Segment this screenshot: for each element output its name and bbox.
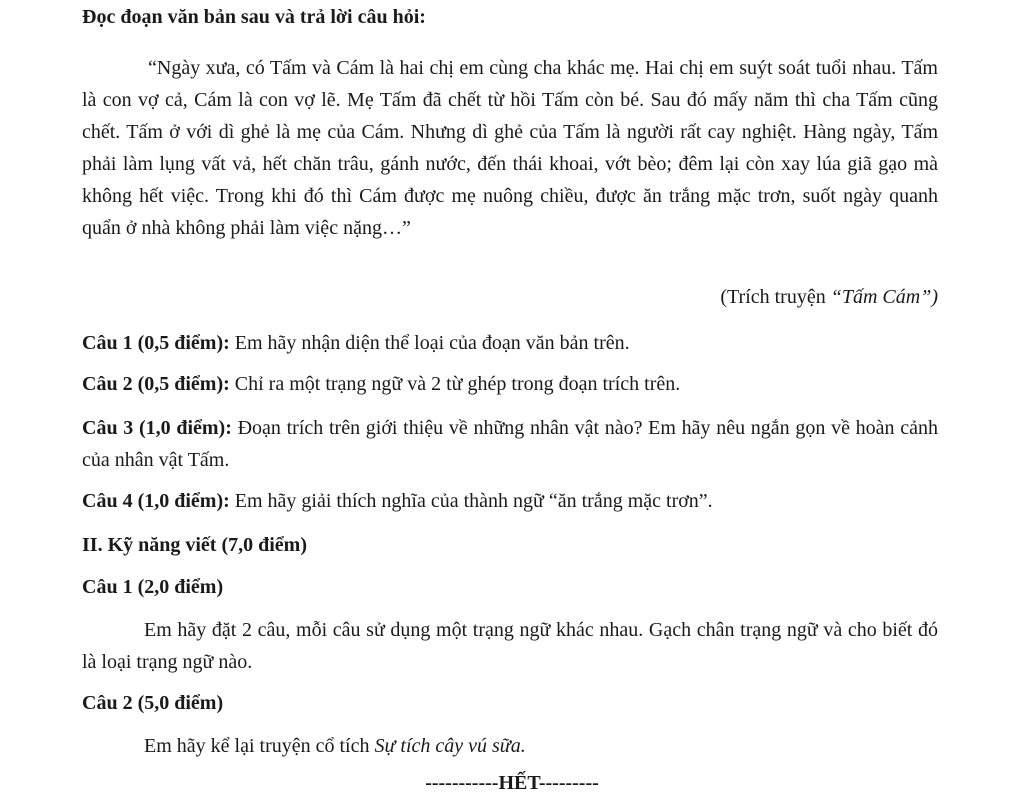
question-label: Câu 3 (1,0 điểm): xyxy=(82,417,232,439)
question-label: Câu 1 (0,5 điểm): xyxy=(82,332,230,354)
story-passage: “Ngày xưa, có Tấm và Cám là hai chị em cùng cha khác mẹ. Hai chị em suýt soát tuổi nhau. Tấm là con vợ cả, Cám là con vợ lẽ. Mẹ Tấm đã chết từ hồi Tấm còn bé. Sau đó mấy năm thì cha Tấm cũng chết. Tấm ở với dì ghẻ là mẹ của Cám. Nhưng dì ghẻ của Tấm là người rất cay nghiệt. Hàng ngày, Tấm phải làm lụng vất vả, hết chăn trâu, gánh nước, đến thái khoai, vớt bèo; đêm lại còn xay lúa giã gạo mà không hết việc. Trong khi đó thì Cám được mẹ nuông chiều, được ăn trắng mặc trơn, suốt ngày quanh quẩn ở nhà không phải làm việc nặng…” xyxy=(82,57,938,239)
question-text: Đoạn trích trên giới thiệu về những nhân vật nào? Em hãy nêu ngắn gọn về hoàn cảnh của nhân vật Tấm. xyxy=(82,417,939,471)
writing-question-1-text: Em hãy đặt 2 câu, mỗi câu sử dụng một trạng ngữ khác nhau. Gạch chân trạng ngữ và cho biết đó là loại trạng ngữ nào. xyxy=(82,619,938,673)
writing-section-title: II. Kỹ năng viết (7,0 điểm) xyxy=(82,534,307,556)
reading-question-2 xyxy=(82,368,938,400)
story-title: Sự tích cây vú sữa. xyxy=(374,735,526,757)
reading-question-4 xyxy=(82,485,938,517)
question-text: Em hãy nhận diện thể loại của đoạn văn bản trên. xyxy=(229,332,630,354)
writing-question-1-label: Câu 1 (2,0 điểm) xyxy=(82,576,224,598)
question-label: Câu 2 (0,5 điểm): xyxy=(82,373,230,395)
source-prefix: (Trích truyện xyxy=(720,286,831,308)
writing-question-2-prompt: Em hãy kể lại truyện cổ tích xyxy=(144,735,375,757)
reading-question-1 xyxy=(82,327,938,359)
writing-question-2-label: Câu 2 (5,0 điểm) xyxy=(82,692,224,714)
question-text: Chỉ ra một trạng ngữ và 2 từ ghép trong đoạn trích trên. xyxy=(229,373,681,395)
question-text: Em hãy giải thích nghĩa của thành ngữ “ăn trắng mặc trơn”. xyxy=(229,490,713,512)
writing-question-2-text xyxy=(82,730,938,762)
reading-instruction: Đọc đoạn văn bản sau và trả lời câu hỏi: xyxy=(82,6,426,28)
source-title: “Tấm Cám”) xyxy=(830,286,938,308)
passage-source xyxy=(720,286,938,309)
question-label: Câu 4 (1,0 điểm): xyxy=(82,490,230,512)
reading-question-3 xyxy=(82,412,938,476)
end-mark: -----------HẾT--------- xyxy=(425,772,599,794)
